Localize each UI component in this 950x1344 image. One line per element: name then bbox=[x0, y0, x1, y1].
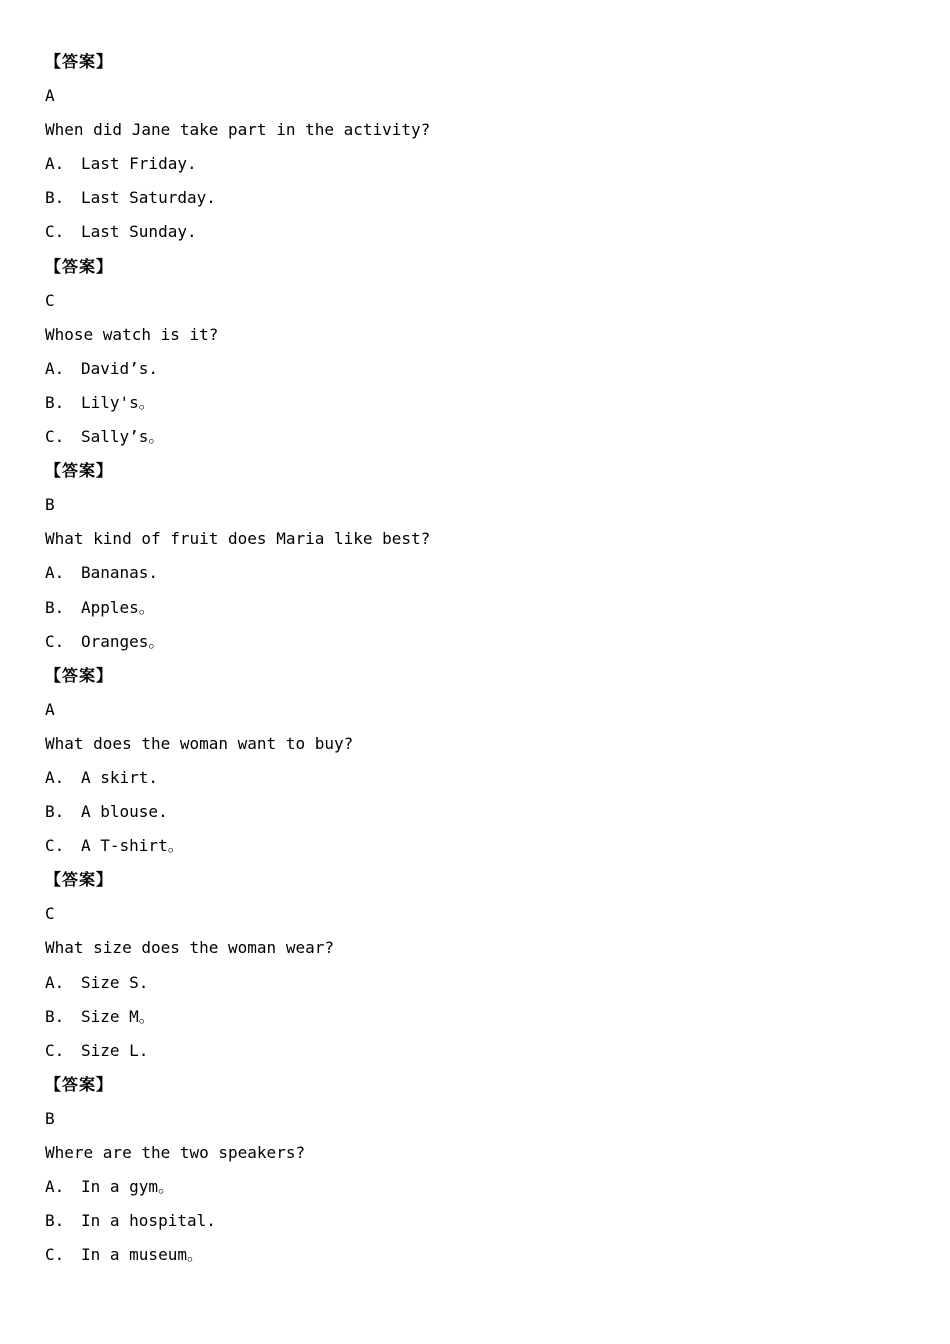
option-a bbox=[45, 352, 905, 386]
option-letter: C. bbox=[45, 427, 65, 447]
option-text: Last Sunday. bbox=[81, 222, 197, 242]
option-letter: C. bbox=[45, 631, 65, 651]
option-text: Sally’s。 bbox=[81, 427, 165, 447]
answer-tag: 【答案】 bbox=[45, 461, 114, 481]
option-letter: B. bbox=[45, 392, 65, 412]
option-letter: A. bbox=[45, 563, 65, 583]
answer-value: B bbox=[45, 495, 55, 515]
question-text: Where are the two speakers? bbox=[45, 1143, 306, 1162]
option-text: Size M。 bbox=[81, 1006, 155, 1026]
option-text: Last Saturday. bbox=[81, 188, 216, 208]
option-letter: A. bbox=[45, 972, 65, 992]
answer-value: B bbox=[45, 1108, 55, 1128]
option-a bbox=[45, 556, 905, 590]
option-letter: B. bbox=[45, 188, 65, 208]
option-letter: C. bbox=[45, 1040, 65, 1060]
option-letter: A. bbox=[45, 767, 65, 787]
answer-tag: 【答案】 bbox=[45, 870, 114, 890]
option-text: Apples。 bbox=[81, 597, 155, 617]
option-c bbox=[45, 625, 905, 659]
option-text: David’s. bbox=[81, 358, 159, 378]
answer-tag: 【答案】 bbox=[45, 52, 114, 71]
option-letter: A. bbox=[45, 154, 65, 174]
option-a bbox=[45, 761, 905, 795]
option-b bbox=[45, 386, 905, 420]
answer-tag: 【答案】 bbox=[45, 665, 114, 685]
option-letter: A. bbox=[45, 1177, 65, 1197]
option-letter: A. bbox=[45, 358, 65, 378]
option-b bbox=[45, 1204, 905, 1238]
option-letter: C. bbox=[45, 836, 65, 856]
question-text: Whose watch is it? bbox=[45, 324, 219, 344]
option-text: A blouse. bbox=[81, 802, 168, 822]
answer-value: C bbox=[45, 904, 55, 924]
option-letter: B. bbox=[45, 597, 65, 617]
answer-value: C bbox=[45, 290, 55, 310]
option-letter: B. bbox=[45, 1211, 65, 1231]
answer-value: A bbox=[45, 699, 55, 719]
option-b bbox=[45, 1000, 905, 1034]
option-a bbox=[45, 147, 905, 181]
option-text: Size L. bbox=[81, 1040, 149, 1060]
answer-tag: 【答案】 bbox=[45, 256, 114, 276]
option-text: In a hospital. bbox=[81, 1211, 216, 1231]
option-letter: B. bbox=[45, 802, 65, 822]
option-c bbox=[45, 420, 905, 454]
option-b bbox=[45, 591, 905, 625]
option-text: A skirt. bbox=[81, 767, 159, 787]
option-text: Lily's。 bbox=[81, 392, 155, 412]
option-c bbox=[45, 829, 905, 863]
option-text: Oranges。 bbox=[81, 631, 165, 651]
option-text: In a museum。 bbox=[81, 1245, 203, 1265]
option-letter: C. bbox=[45, 1245, 65, 1265]
option-text: Size S. bbox=[81, 972, 149, 992]
option-text: A T-shirt。 bbox=[81, 836, 184, 856]
option-c bbox=[45, 1034, 905, 1068]
question-text: When did Jane take part in the activity? bbox=[45, 120, 431, 140]
option-b bbox=[45, 795, 905, 829]
document-body bbox=[45, 45, 905, 1272]
option-c bbox=[45, 215, 905, 249]
option-c bbox=[45, 1238, 905, 1272]
option-text: Last Friday. bbox=[81, 154, 197, 174]
option-text: In a gym。 bbox=[81, 1177, 175, 1197]
option-letter: C. bbox=[45, 222, 65, 242]
question-text: What kind of fruit does Maria like best? bbox=[45, 529, 431, 549]
answer-tag: 【答案】 bbox=[45, 1074, 114, 1094]
question-text: What does the woman want to buy? bbox=[45, 733, 354, 753]
question-text: What size does the woman wear? bbox=[45, 938, 334, 958]
option-b bbox=[45, 181, 905, 215]
option-text: Bananas. bbox=[81, 563, 159, 583]
option-a bbox=[45, 1170, 905, 1204]
answer-value: A bbox=[45, 86, 55, 106]
option-letter: B. bbox=[45, 1006, 65, 1026]
option-a bbox=[45, 966, 905, 1000]
